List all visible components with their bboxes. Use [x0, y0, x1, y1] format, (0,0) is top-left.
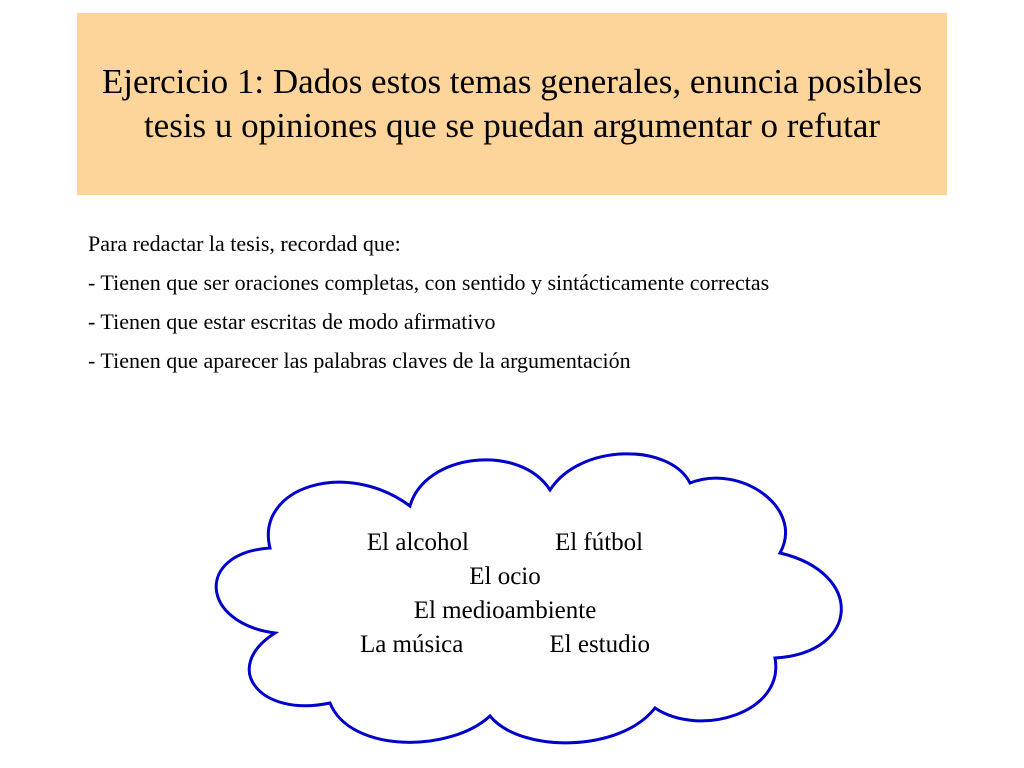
- topic-alcohol: El alcohol: [366, 529, 469, 556]
- topics-row: [200, 526, 810, 560]
- topic-estudio: El estudio: [549, 631, 651, 658]
- topics-cloud: [200, 448, 856, 753]
- topics-list: [200, 526, 810, 662]
- slide-title: Ejercicio 1: Dados estos temas generales, enuncia posibles tesis u opiniones que se puedan argumentar o refutar: [101, 62, 923, 145]
- instructions-block: [88, 230, 938, 386]
- topic-ocio: El ocio: [469, 563, 541, 590]
- topic-futbol: El fútbol: [554, 529, 644, 556]
- topic-medioambiente: El medioambiente: [413, 597, 597, 624]
- instruction-point: - Tienen que estar escritas de modo afirmativo: [88, 309, 496, 334]
- topic-musica: La música: [359, 631, 464, 658]
- instruction-point: - Tienen que aparecer las palabras claves de la argumentación: [88, 348, 631, 373]
- topics-row: [200, 628, 810, 662]
- title-box: [77, 13, 947, 195]
- instructions-intro: Para redactar la tesis, recordad que:: [88, 231, 401, 256]
- instruction-point: - Tienen que ser oraciones completas, con sentido y sintácticamente correctas: [88, 270, 770, 295]
